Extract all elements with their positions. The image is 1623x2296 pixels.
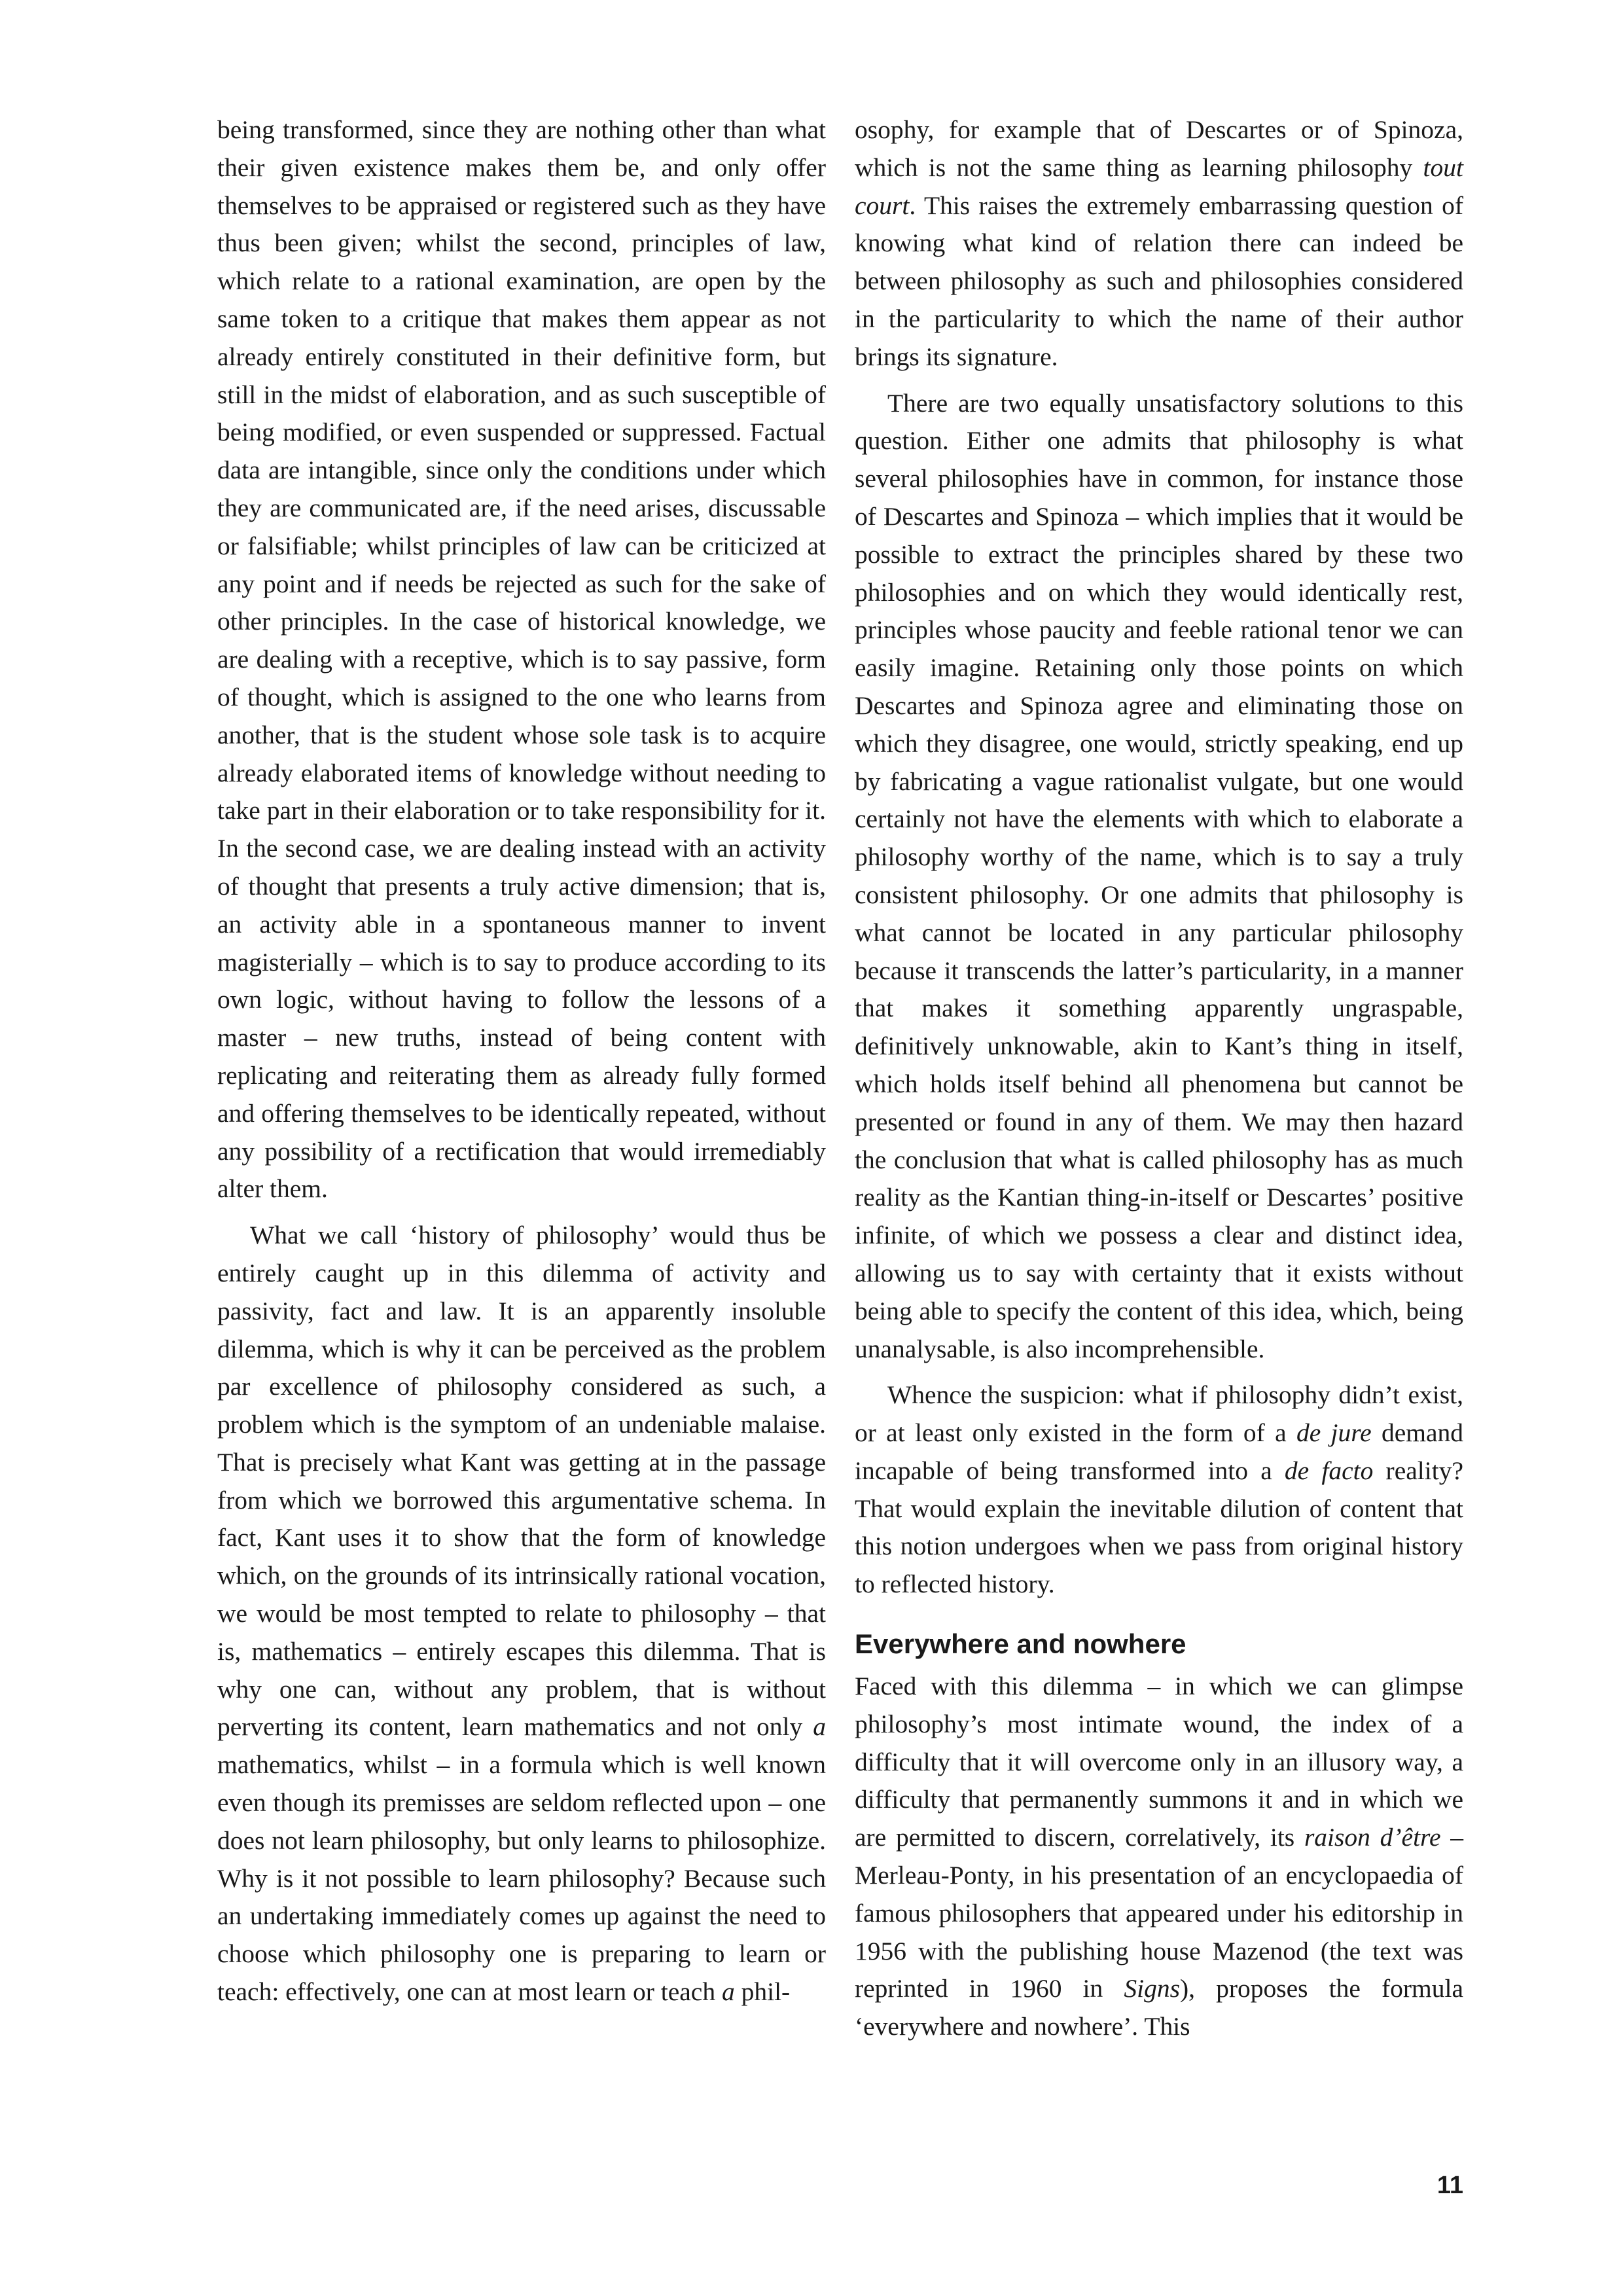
text-run: being transformed, since they are nothing other than what their given existence makes them be, and only offer themselves to be appraised or registered such as they have thus been given; whilst the second, principles of law, which relate to a rational examination, are open by the same token to a critique that makes them appear as not already entirely constituted in their definitive form, but still in the midst of elaboration, and as such susceptible of being modified, or even suspended or suppressed. Factual data are intangible, since only the conditions under which they are communicated are, if the need arises, discussable or falsifiable; whilst principles of law can be criticized at any point and if needs be rejected as such for the sake of other principles. In the case of historical knowledge, we are dealing with a receptive, which is to say passive, form of thought, which is assigned to the one who learns from another, that is the student whose sole task is to acquire already elaborated items of knowledge without needing to take part in their elaboration or to take responsibility for it. In the second case, we are dealing instead with an activity of thought that presents a truly active dimension; that is, an activity able in a spontaneous manner to invent magisterially – which is to say to produce according to its own logic, without having to follow the lessons of a master – new truths, instead of being content with replicating and reiterating them as already fully formed and offering themselves to be identically repeated, without any possibility of a rectification that would irremediably alter them. [217, 115, 826, 1204]
text-run: What we call ‘history of philosophy’ would thus be entirely caught up in this dilemma of activity and passivity, fact and law. It is an apparently insoluble dilemma, which is why it can be perceived as the problem par excellence of philosophy considered as such, a problem which is the symptom of an undeniable malaise. That is precisely what Kant was getting at in the passage from which we borrowed this argumentative schema. In fact, Kant uses it to show that the form of knowledge which, on the grounds of its intrinsically rational vocation, we would be most tempted to relate to philosophy – that is, mathematics – entirely escapes this dilemma. That is why one can, without any problem, that is without perverting its content, learn mathematics and not only [217, 1221, 826, 1742]
italic-text: Signs [1124, 1974, 1180, 2003]
italic-text: raison d’être [1304, 1823, 1441, 1852]
paragraph [855, 111, 1463, 376]
page-number: 11 [1436, 2172, 1463, 2199]
paragraph [855, 1668, 1463, 2046]
text-run: – Merleau-Ponty, in his presentation of an encyclopaedia of famous philosophers that appeared under his editorship in 1956 with the publishing house Mazenod (the text was reprinted in 1960 in [855, 1823, 1463, 2003]
italic-text: de facto [1284, 1456, 1374, 1485]
italic-text: de jure [1296, 1418, 1372, 1448]
italic-text: a [721, 1977, 735, 2007]
section-heading: Everywhere and nowhere [855, 1628, 1186, 1660]
paragraph [217, 111, 826, 1208]
paragraph [855, 1376, 1463, 1604]
text-run: ), proposes the formula ‘everywhere and nowhere’. This [855, 1974, 1463, 2041]
text-run: There are two equally unsatisfactory solutions to this question. Either one admits that philosophy is what several philosophies have in common, for instance those of Descartes and Spinoza – which implies that it would be possible to extract the principles shared by these two philosophies and on which they would identically rest, principles whose paucity and feeble rational tenor we can easily imagine. Retaining only those points on which Descartes and Spinoza agree and eliminating those on which they disagree, one would, strictly speaking, end up by fabricating a vague rationalist vulgate, but one would certainly not have the elements with which to elaborate a philosophy worthy of the name, which is to say a truly consistent philosophy. Or one admits that philosophy is what cannot be located in any particular philosophy because it transcends the latter’s particularity, in a manner that makes it something apparently ungraspable, definitively unknowable, akin to Kant’s thing in itself, which holds itself behind all phenomena but cannot be presented or found in any of them. We may then hazard the conclusion that what is called philosophy has as much reality as the Kantian thing-in-itself or Descartes’ positive infinite, of which we possess a clear and distinct idea, allowing us to say with certainty that it exists without being able to specify the content of this idea, which, being unanalysable, is also incomprehensible. [855, 388, 1463, 1363]
text-run: Whence the suspicion: what if philosophy didn’t exist, or at least only existed in the form of a [855, 1380, 1463, 1448]
text-run: mathematics, whilst – in a formula which is well known even though its premisses are seldom reflected upon – one does not learn philosophy, but only learns to philosophize. Why is it not possible to learn philosophy? Because such an undertaking immediately comes up against the need to choose which philosophy one is preparing to learn or teach: effectively, one can at most learn or teach [217, 1750, 826, 2007]
paragraph [855, 385, 1463, 1369]
paragraph [217, 1217, 826, 2011]
text-run: Faced with this dilemma – in which we can glimpse philosophy’s most intimate wound, the index of a difficulty that it will overcome only in an illusory way, a difficulty that permanently summons it and in which we are permitted to discern, correlatively, its [855, 1672, 1463, 1852]
right-column [855, 111, 1463, 2046]
text-run: osophy, for example that of Descartes or of Spinoza, which is not the same thing as learning philosophy [855, 115, 1463, 182]
italic-text: a [813, 1712, 826, 1742]
text-run: reality? That would explain the inevitable dilution of content that this notion undergoes when we pass from original history to reflected history. [855, 1456, 1463, 1599]
text-run: demand incapable of being transformed into a [855, 1418, 1463, 1485]
text-run: phil- [734, 1977, 791, 2007]
left-column [217, 111, 826, 2011]
italic-text: tout court [855, 152, 1463, 220]
text-run: . This raises the extremely embarrassing question of knowing what kind of relation there can indeed be between philosophy as such and philosophies considered in the particularity to which the name of their author brings its signature. [855, 190, 1463, 371]
